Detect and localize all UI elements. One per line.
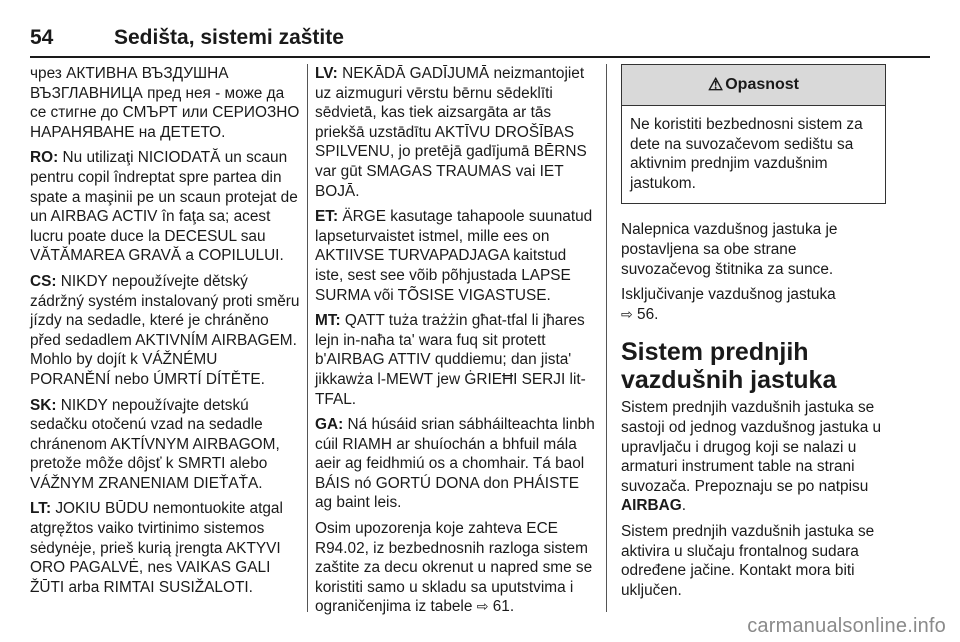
language-label: MT:: [315, 312, 341, 330]
warning-triangle-icon: ⚠: [707, 75, 724, 95]
paragraph: Sistem prednjih vazdušnih jastuka se aktivira u slučaju frontalnog sudara određene jačine. Kontakt mora biti uključen.: [621, 522, 875, 599]
warning-paragraph-et: [315, 207, 595, 305]
warning-paragraph-ro: [30, 148, 300, 266]
warning-text: JOKIU BŪDU nemontuokite atgal atgręžtos vaiko tvirtinimo sistemos sėdynėje, prieš kurią įrengta AKTYVI ORO PAGALVĖ, nes VAIKAS GALI ŽŪTI arba RIMTAI SUSIŽALOTI.: [30, 500, 283, 596]
danger-box-header: [622, 65, 885, 106]
column-divider: [307, 64, 308, 612]
middle-column: [315, 64, 595, 623]
left-column: [30, 64, 300, 603]
paragraph: [621, 398, 886, 516]
language-label: SK:: [30, 396, 57, 414]
language-label: RO:: [30, 149, 59, 167]
airbag-label: AIRBAG: [621, 497, 682, 515]
closing-paragraph: [315, 519, 595, 617]
warning-text: NEKĀDĀ GADĪJUMĀ neizmantojiet uz aizmuguri vērstu bērnu sēdeklīti sēdvietā, kas tiek aizsargāta ar tās priekšā uzstādītu AKTĪVU DROŠĪBAS SPILVENU, jo pretējā gadījumā BĒRNS var gūt SMAGAS TRAUMAS vai IET BOJĀ.: [315, 65, 587, 200]
page-reference[interactable]: 56.: [632, 305, 659, 323]
warning-text: NIKDY nepoužívejte dětský zádržný systém instalovaný proti směru jízdy na sedadle, které je chráněno před sedadlem AKTIVNÍM AIRBAGEM. Mohlo by dojít k VÁŽNÉMU PORANĚNÍ nebo ÚMRTÍ DÍTĚTE.: [30, 272, 300, 388]
column-divider: [606, 64, 607, 612]
language-label: LV:: [315, 65, 338, 82]
warning-text: Ná húsáid srian sábháilteachta linbh cúil RIAMH ar shuíochán a bhfuil mála aeir ag feidhmiú os a chomhair. Tá baol BÁIS nó GORTÚ DONA don PHÁISTE ag baint leis.: [315, 416, 595, 512]
header-divider: [30, 56, 930, 58]
warning-paragraph-sk: [30, 396, 300, 494]
paragraph-text: .: [681, 497, 686, 515]
warning-text: NIKDY nepoužívajte detskú sedačku otočenú vzad na sedadle chránenom AKTÍVNYM AIRBAGOM, pretože môže dôjsť k SMRTI alebo VÁŽNYM ZRANENIAM DIEŤAŤA.: [30, 396, 280, 492]
danger-box-title: Opasnost: [725, 76, 800, 94]
warning-paragraph-cs: [30, 272, 300, 390]
page-reference[interactable]: 61.: [488, 598, 515, 616]
page-header: [30, 26, 930, 56]
language-label: ET:: [315, 208, 339, 226]
section-heading: Sistem prednjih vazdušnih jastuka: [621, 338, 837, 395]
warning-paragraph-lv: [315, 64, 595, 201]
danger-box-text: Ne koristiti bezbednosni sistem za dete na suvozačevom sedištu sa aktivnim prednjim vazdušnim jastukom.: [630, 116, 863, 192]
paragraph-text: Sistem prednjih vazdušnih jastuka se sastoji od jednog vazdušnog jastuka u upravljaču i drugog koji se nalazi u armaturi instrument table na strani suvozača. Prepoznaju se po natpisu: [621, 399, 882, 495]
warning-text: ÄRGE kasutage tahapoole suunatud lapseturvaistet istmel, mille ees on AKTIIVSE TURVAPADJAGA kaitstud iste, sest see võib põhjustada LAPSE SURMA või TÕSISE VIGASTUSE.: [315, 208, 593, 304]
paragraph-text: Isključivanje vazdušnog jastuka: [621, 286, 836, 304]
closing-text: Osim upozorenja koje zahteva ECE R94.02, iz bezbednosnih razloga sistem zaštite za decu okrenut u napred sme se koristiti samo u skladu sa uputstvima i ograničenjima iz tabele: [315, 520, 593, 616]
danger-box: [621, 64, 886, 204]
language-label: GA:: [315, 416, 344, 434]
warning-paragraph-ga: [315, 415, 595, 513]
warning-text: QATT tuża trażżin għat-tfal li jħares lejn in-naħa ta' wara fuq sit protett b'AIRBAG ATTIV quddiemu; dan jista' jikkawża l-MEWT jew ĠRIEĦI SERJI lit-TFAL.: [315, 312, 586, 408]
section-title: Sedišta, sistemi zaštite: [114, 26, 344, 49]
paragraph: Nalepnica vazdušnog jastuka je postavljena sa obe strane suvozačevog štitnika za sunce.: [621, 221, 838, 278]
language-label: CS:: [30, 272, 57, 290]
intro-paragraph: чрез АКТИВНА ВЪЗДУШНА ВЪЗГЛАВНИЦА пред нея - може да се стигне до СМЪРТ или СЕРИОЗНО НАРАНЯВАНЕ на ДЕТЕТО.: [30, 65, 300, 141]
page-reference-icon: ⇨: [621, 305, 633, 322]
warning-paragraph-mt: [315, 311, 595, 409]
watermark: carmanualsonline.info: [747, 615, 946, 637]
page-reference-icon: ⇨: [476, 598, 489, 615]
paragraph: [621, 285, 886, 324]
right-column: [621, 64, 886, 606]
warning-text: Nu utilizaţi NICIODATĂ un scaun pentru copil îndreptat spre partea din spate a maşinii pe un scaun protejat de un AIRBAG ACTIV în faţa sa; acest lucru poate duce la DECESUL sau VĂTĂMAREA GRAVĂ a COPILULUI.: [30, 149, 298, 265]
warning-paragraph-lt: [30, 499, 300, 597]
language-label: LT:: [30, 500, 52, 518]
page-number: 54: [30, 26, 54, 49]
